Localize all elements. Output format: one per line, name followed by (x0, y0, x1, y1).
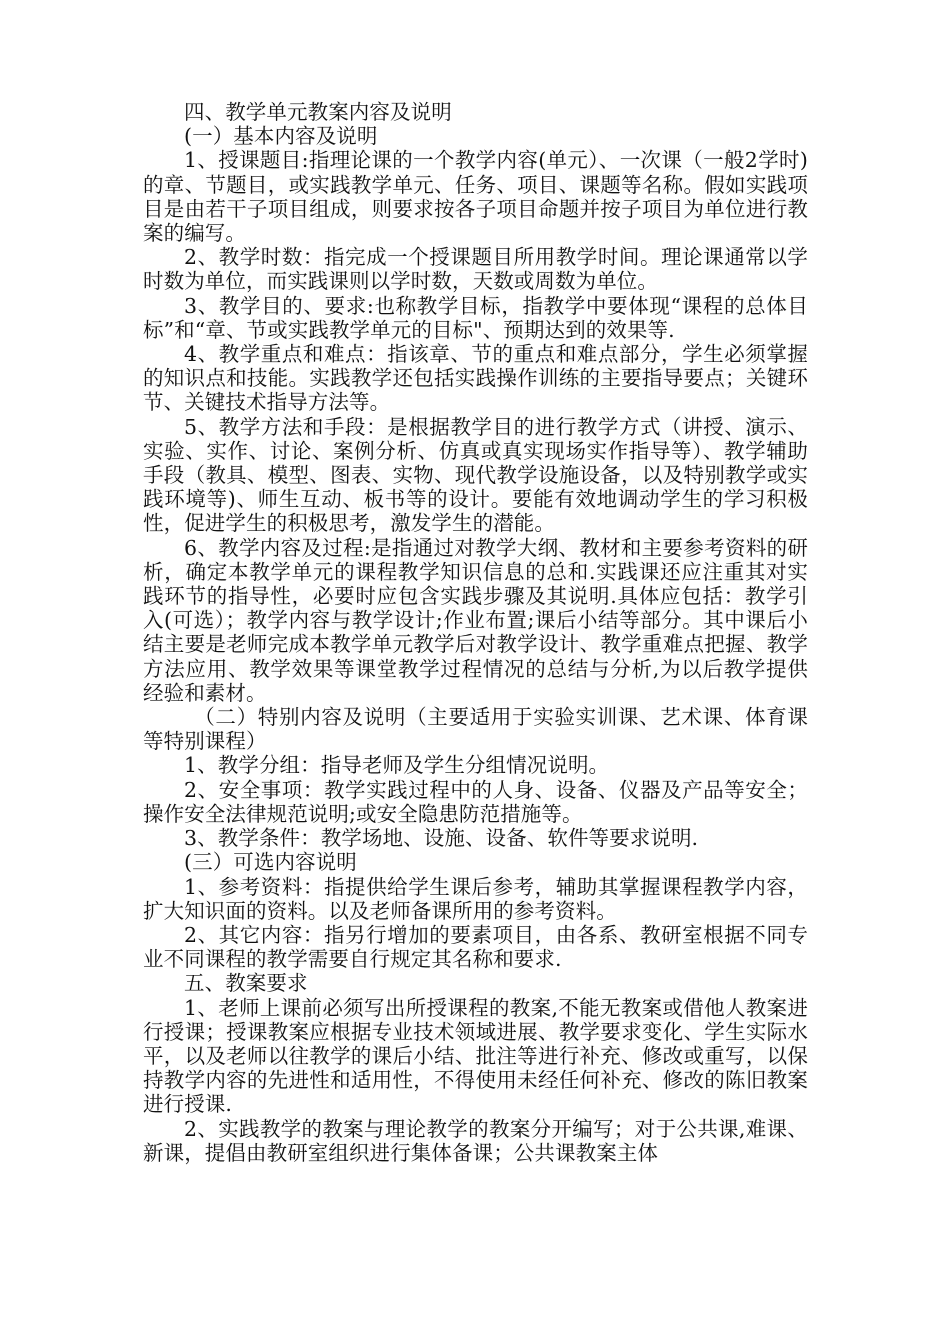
document-page (143, 100, 808, 1165)
paragraph-lesson-title: 1、授课题目:指理论课的一个教学内容(单元）、一次课（一般2学时)的章、节题目，或实践教学单元、任务、项目、课题等名称。假如实践项目是由若干子项目组成，则要求按各子项目命题并按子项目为单位进行教案的编写。 (143, 148, 808, 246)
subsection-heading-2: （二）特别内容及说明（主要适用于实验实训课、艺术课、体育课等特别课程） (143, 705, 808, 754)
subsection-heading-1: (一）基本内容及说明 (184, 124, 378, 149)
subsection-heading-3: (三）可选内容说明 (184, 850, 357, 875)
paragraph-teaching-content: 6、教学内容及过程:是指通过对教学大纲、教材和主要参考资料的研析，确定本教学单元的课程教学知识信息的总和.实践课还应注重其对实践环节的指导性，必要时应包含实践步骤及其说明.具体应包括：教学引入(可选）；教学内容与教学设计;作业布置;课后小结等部分。其中课后小结主要是老师完成本教学单元教学后对教学设计、教学重难点把握、教学方法应用、教学效果等课堂教学过程情况的总结与分析,为以后教学提供经验和素材。 (143, 535, 808, 705)
paragraph-conditions: 3、教学条件：教学场地、设施、设备、软件等要求说明. (184, 826, 699, 851)
paragraph-requirement-2: 2、实践教学的教案与理论教学的教案分开编写；对于公共课,难课、新课，提倡由教研室组织进行集体备课；公共课教案主体 (143, 1116, 808, 1165)
paragraph-requirement-1: 1、老师上课前必须写出所授课程的教案,不能无教案或借他人教案进行授课；授课教案应根据专业技术领域进展、教学要求变化、学生实际水平，以及老师以往教学的课后小结、批注等进行补充、修改或重写，以保持教学内容的先进性和适用性，不得使用未经任何补充、修改的陈旧教案进行授课. (143, 995, 808, 1117)
section-heading-5: 五、教案要求 (184, 971, 308, 996)
paragraph-teaching-methods: 5、教学方法和手段：是根据教学目的进行教学方式（讲授、演示、实验、实作、讨论、案例分析、仿真或真实现场实作指导等）、教学辅助手段（教具、模型、图表、实物、现代教学设施设备，以及特别教学或实践环境等)、师生互动、板书等的设计。要能有效地调动学生的学习积极性，促进学生的积极思考，激发学生的潜能。 (143, 414, 808, 536)
paragraph-other-content: 2、其它内容：指另行增加的要素项目，由各系、教研室根据不同专业不同课程的教学需要自行规定其名称和要求. (143, 922, 808, 972)
paragraph-safety: 2、安全事项：教学实践过程中的人身、设备、仪器及产品等安全；操作安全法律规范说明;或安全隐患防范措施等。 (143, 777, 808, 826)
paragraph-key-points: 4、教学重点和难点：指该章、节的重点和难点部分，学生必须掌握的知识点和技能。实践教学还包括实践操作训练的主要指导要点；关键环节、关键技术指导方法等。 (143, 342, 808, 415)
paragraph-grouping: 1、教学分组：指导老师及学生分组情况说明。 (184, 753, 610, 778)
paragraph-teaching-hours: 2、教学时数：指完成一个授课题目所用教学时间。理论课通常以学时数为单位，而实践课则以学时数，天数或周数为单位。 (143, 245, 808, 294)
section-heading-4: 四、教学单元教案内容及说明 (184, 100, 452, 124)
paragraph-teaching-goals: 3、教学目的、要求:也称教学目标，指教学中要体现“课程的总体目标”和“章、节或实践教学单元的目标"、预期达到的效果等. (143, 293, 808, 342)
paragraph-references: 1、参考资料：指提供给学生课后参考，辅助其掌握课程教学内容，扩大知识面的资料。以及老师备课所用的参考资料。 (143, 874, 808, 923)
